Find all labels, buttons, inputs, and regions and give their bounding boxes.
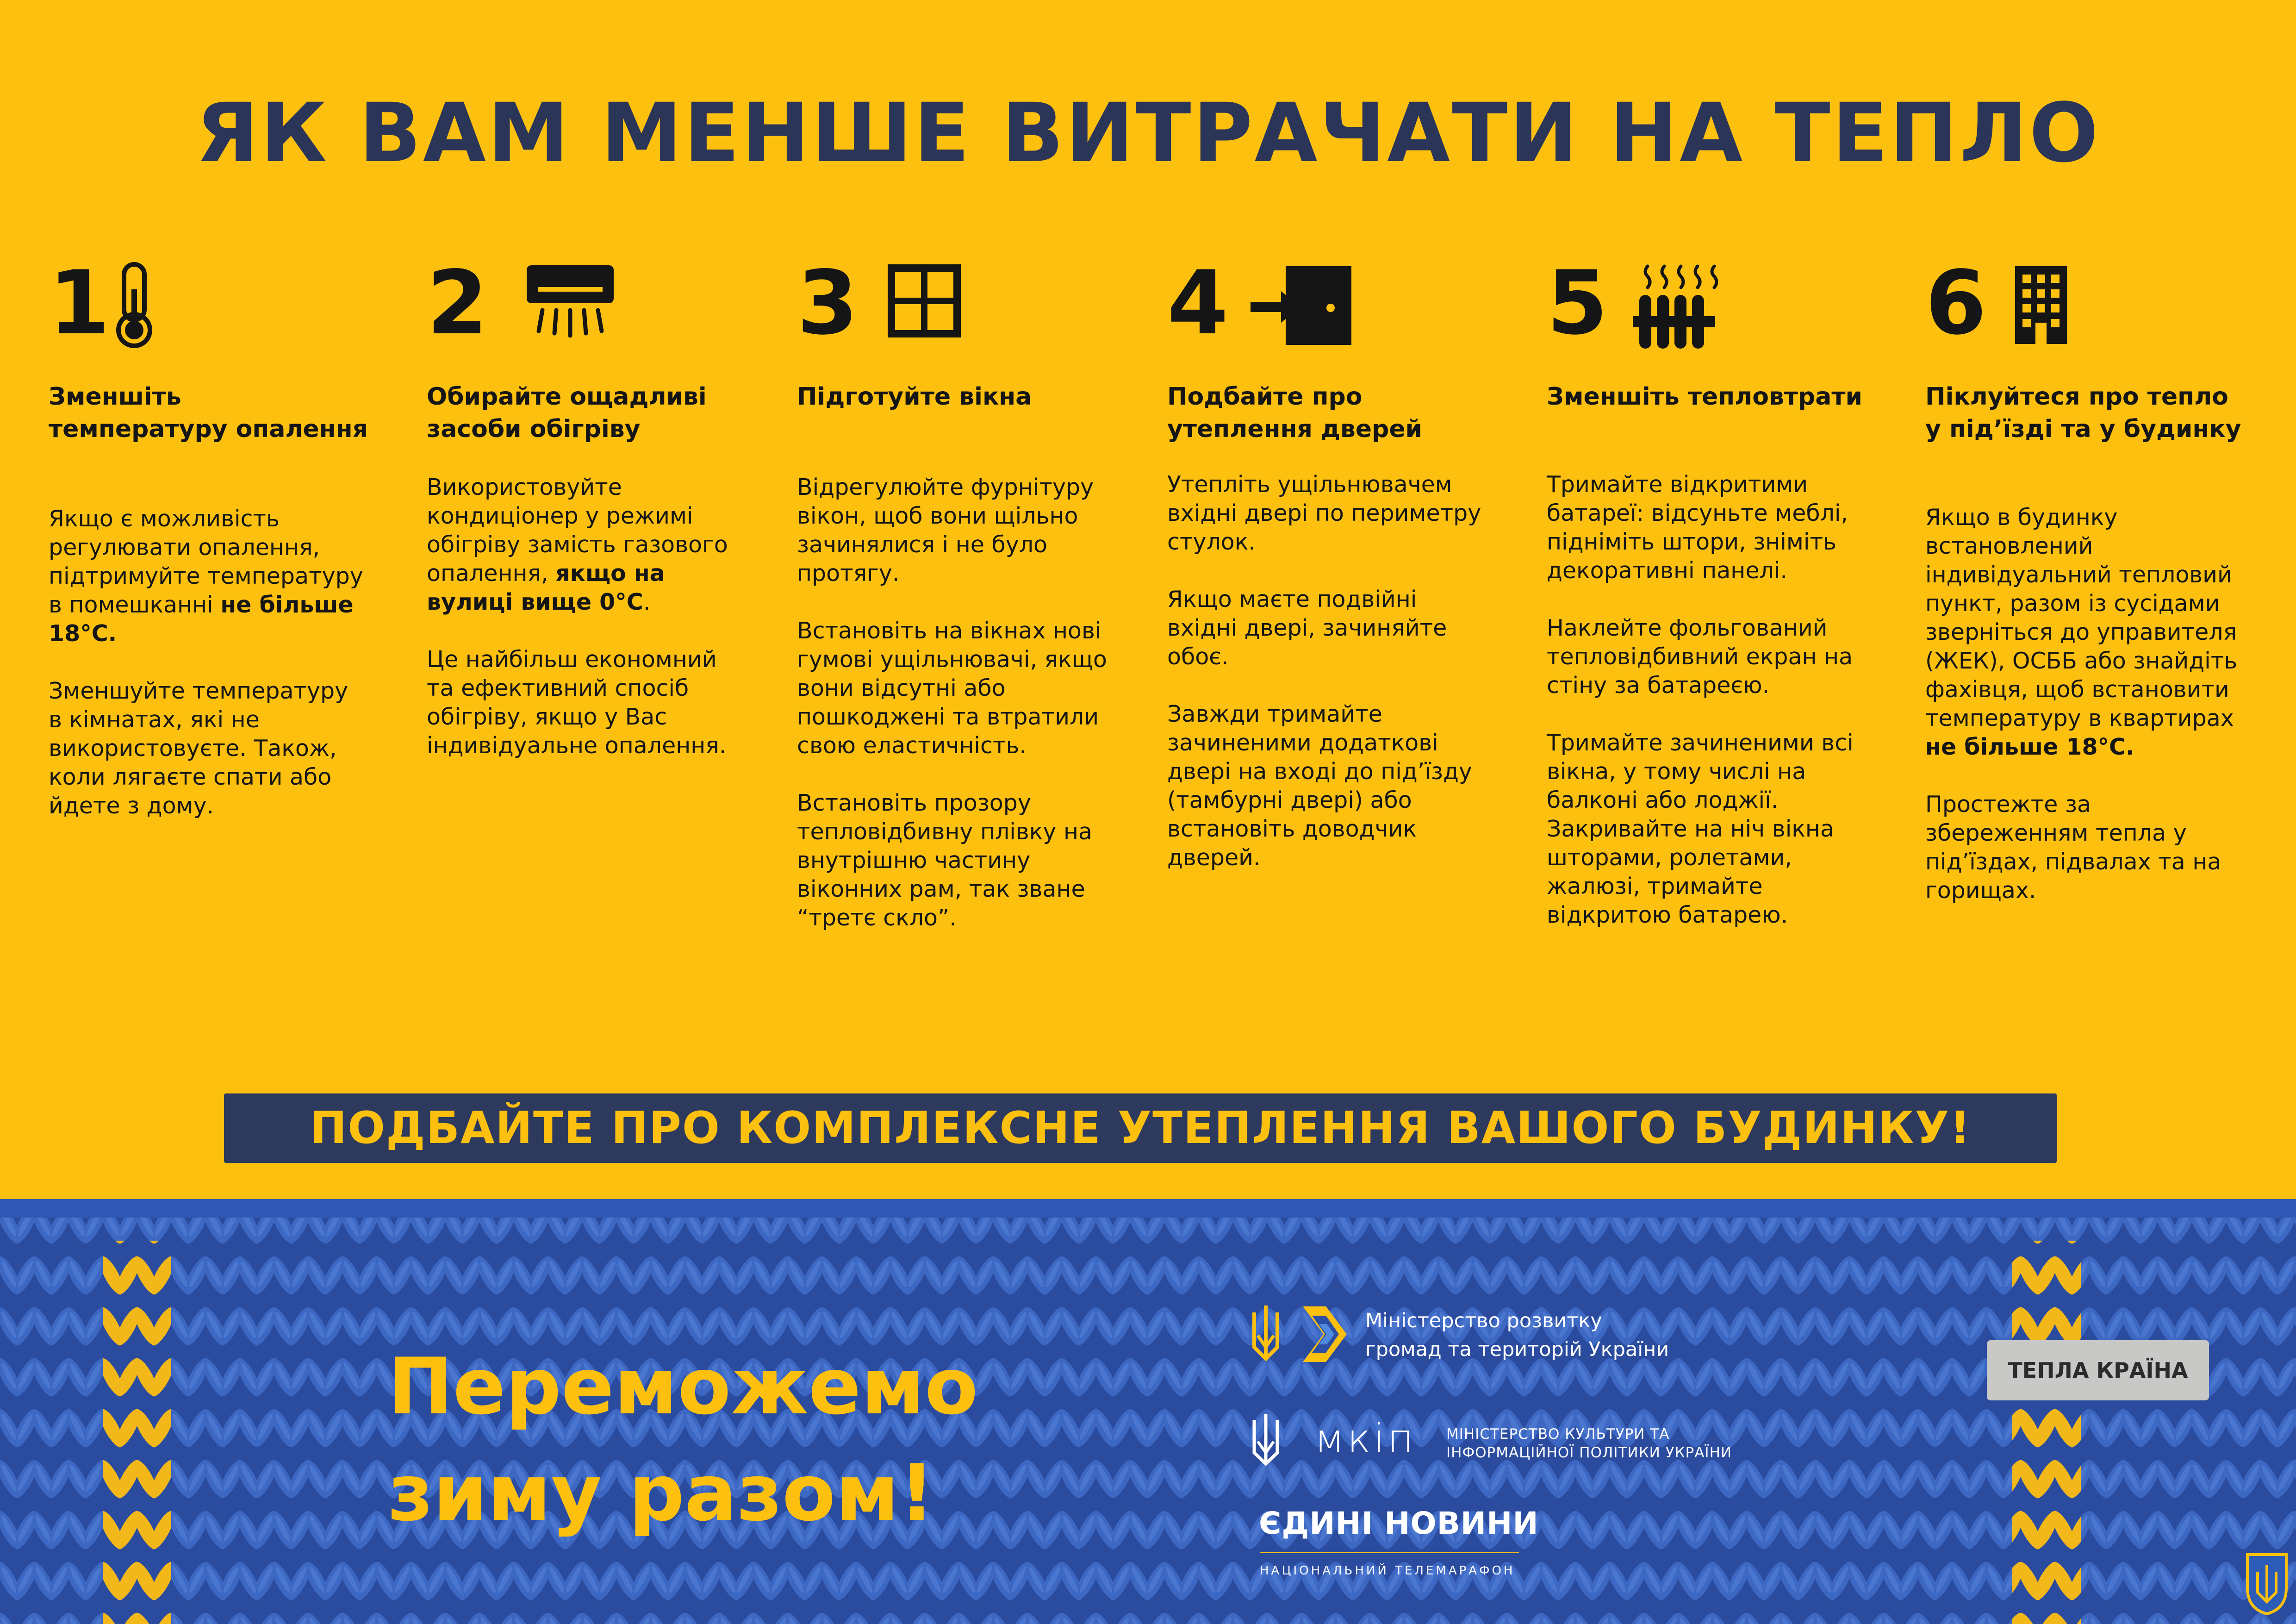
radiator-icon [1630,262,1718,350]
slogan-line-1: Переможемо [388,1341,978,1432]
warm-country-badge: ТЕПЛА КРАЇНА [1987,1340,2209,1400]
tip-number: 2 [427,252,488,354]
tip-heading: Підготуйте вікна [797,383,1032,411]
tip-heading: Піклуйтеся про тепло у під’їзді та у будинку [1925,383,2241,443]
tip-heading: Подбайте про утеплення дверей [1167,383,1423,443]
knitted-background [0,1199,2296,1624]
tip-paragraph: Встановіть на вікнах нові гумові ущільнювачі, якщо вони відсутні або пошкоджені та втратили свою еластичність. [797,618,1107,759]
tip-body [49,505,368,849]
tip-body [427,473,746,789]
window-icon [885,262,964,340]
tip-paragraph: Простежте за збереженням тепла у під’їздах, підвалах та на горищах. [1925,791,2221,904]
slogan [388,1333,978,1546]
tip-number: 1 [49,252,110,354]
building-icon [2009,262,2073,345]
tip-paragraph: Зменшуйте температуру в кімнатах, які не використовуєте. Також, коли лягаєте спати або йдете з дому. [49,678,348,819]
thermometer-icon [109,262,160,350]
tip-paragraph: Тримайте відкритими батареї: відсуньте меблі, підніміть штори, зніміть декоративні панелі. [1547,471,1848,584]
air-conditioner-icon [524,262,616,340]
ministry-chevron-icon [1298,1302,1354,1367]
tip-paragraph: Використовуйте кондиціонер у режимі обігріву замість газового опалення, якщо на вулиці вище 0°С. [427,474,728,615]
tip-paragraph: Це найбільш економний та ефективний спосіб обігріву, якщо у Вас індивідуальне опалення. [427,646,727,759]
slogan-line-2: зиму разом! [388,1448,935,1538]
tip-paragraph: Тримайте зачиненими всі вікна, у тому числі на балконі або лоджії. Закривайте на ніч вікна шторами, ролетами, жалюзі, тримайте відкритою батарею. [1547,730,1854,928]
ministry-culture-name: МІНІСТЕРСТВО КУЛЬТУРИ ТА ІНФОРМАЦІЙНОЇ ПОЛІТИКИ УКРАЇНИ [1446,1426,1732,1461]
tip-heading: Обирайте ощадливі засоби обігріву [427,383,707,443]
tip-paragraph: Завжди тримайте зачиненими додаткові двері на вході до під’їзду (тамбурні двері) або встановіть доводчик дверей. [1167,701,1472,871]
city-emblem-icon [2244,1551,2290,1616]
tip-paragraph: Якщо є можливість регулювати опалення, підтримуйте температуру в помешканні не більше 18°С. [49,506,363,647]
news-logo-title: ЄДИНІ НОВИНИ [1259,1505,1539,1541]
door-enter-icon [1250,262,1356,347]
ministry-development-name: Міністерство розвитку громад та територій України [1365,1309,1669,1361]
tip-paragraph: Відрегулюйте фурнітуру вікон, щоб вони щільно зачинялися і не було протягу. [797,474,1094,587]
tip-paragraph: Якщо маєте подвійні вхідні двері, зачиняйте обоє. [1167,586,1447,670]
tip-number: 5 [1547,252,1608,354]
tip-paragraph: Якщо в будинку встановлений індивідуальний тепловий пункт, разом із сусідами зверніться до управителя (ЖЕК), ОСББ або знайдіть фахівця, щоб встановити температуру в квартирах не більше 18°С. [1925,504,2238,760]
news-logo-divider [1260,1552,1519,1553]
tip-paragraph: Утепліть ущільнювачем вхідні двері по периметру стулок. [1167,471,1481,555]
tip-heading: Зменшіть температуру опалення [49,383,368,443]
tip-heading: Зменшіть тепловтрати [1547,383,1862,411]
tip-body [1167,470,1487,901]
tip-number: 4 [1167,252,1229,354]
main-title: ЯК ВАМ МЕНШЕ ВИТРАЧАТИ НА ТЕПЛО [196,86,2100,181]
trident-icon [1250,1303,1282,1363]
ministry-culture-mark: мкіп [1314,1416,1417,1462]
tip-body [1547,470,1866,958]
call-to-action-banner [224,1093,2057,1163]
trident-icon [1250,1412,1282,1468]
knit-pattern [0,1199,2296,1624]
tip-number: 6 [1925,252,1987,354]
tip-body [797,473,1116,961]
tip-body [1925,503,2245,934]
tip-number: 3 [797,252,859,354]
tip-paragraph: Встановіть прозору тепловідбивну плівку на внутрішню частину віконних рам, так зване “третє скло”. [797,790,1093,931]
news-logo-subtitle: НАЦІОНАЛЬНИЙ ТЕЛЕМАРАФОН [1260,1564,1515,1578]
banner-text: ПОДБАЙТЕ ПРО КОМПЛЕКСНЕ УТЕПЛЕННЯ ВАШОГО БУДИНКУ! [310,1103,1971,1154]
tip-paragraph: Наклейте фольгований тепловідбивний екран на стіну за батареєю. [1547,615,1853,699]
